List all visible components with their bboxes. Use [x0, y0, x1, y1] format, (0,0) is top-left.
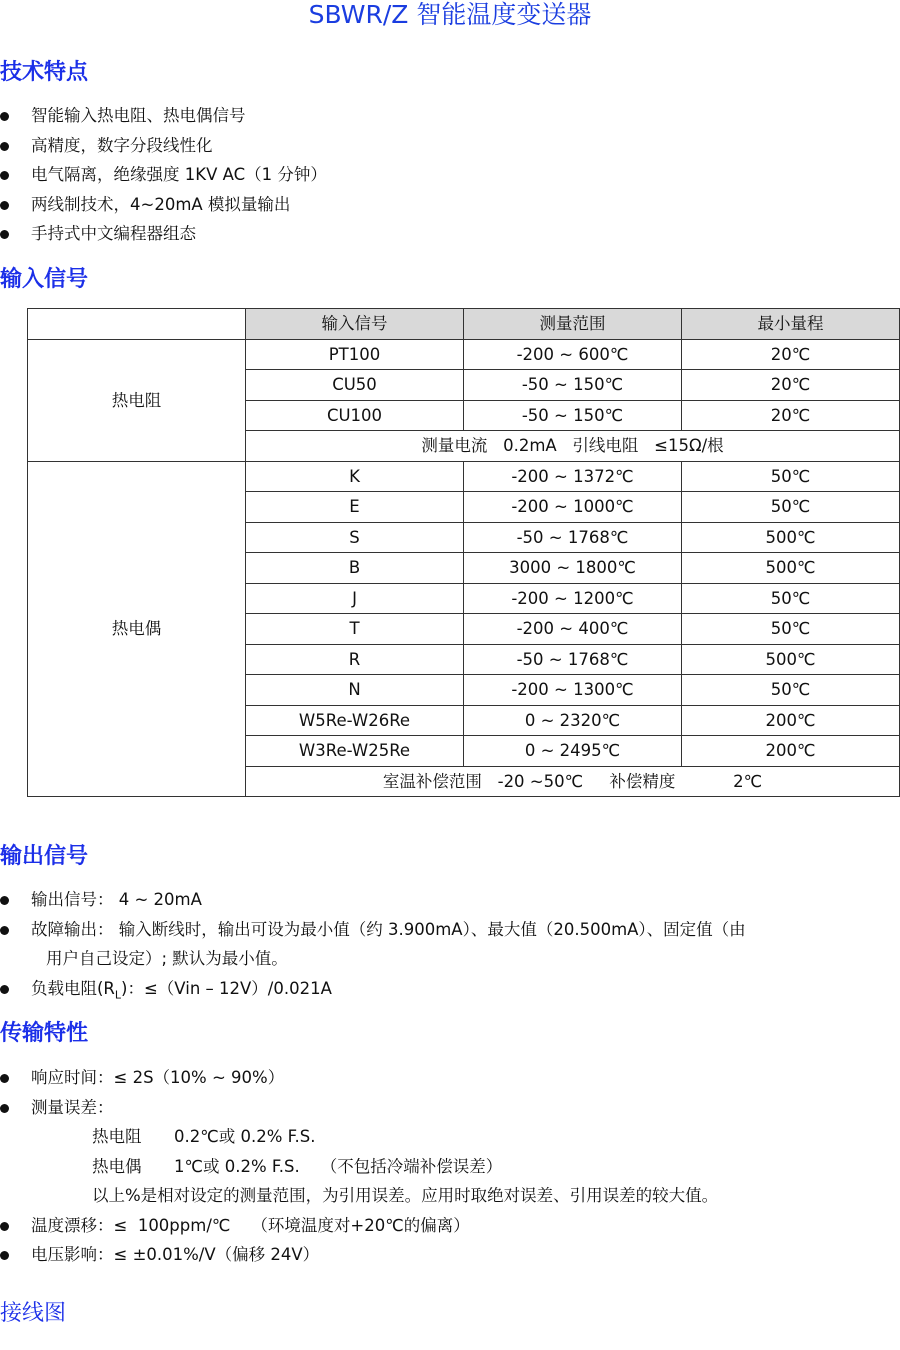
bullet-icon — [0, 171, 9, 180]
table-cell: -200 ~ 1372℃ — [464, 461, 682, 492]
table-row — [28, 339, 900, 370]
feature-item: 智能输入热电阻、热电偶信号 — [31, 106, 246, 125]
feature-item: 电气隔离，绝缘强度 1KV AC（1 分钟） — [31, 165, 327, 184]
table-cell: 500℃ — [682, 522, 900, 553]
feature-item: 手持式中文编程器组态 — [31, 224, 196, 243]
table-cell: -200 ~ 1000℃ — [464, 492, 682, 523]
table-corner-cell — [28, 309, 246, 340]
table-cell: 50℃ — [682, 492, 900, 523]
load-suffix: )：≤（Vin – 12V）/0.021A — [121, 979, 332, 998]
group-label-tc: 热电偶 — [28, 461, 246, 797]
column-header: 测量范围 — [464, 309, 682, 340]
table-cell: -200 ~ 1200℃ — [464, 583, 682, 614]
bullet-icon — [0, 985, 9, 994]
table-cell: 200℃ — [682, 705, 900, 736]
bullet-icon — [0, 926, 9, 935]
bullet-icon — [0, 142, 9, 151]
table-cell: 500℃ — [682, 553, 900, 584]
bullet-icon — [0, 112, 9, 121]
table-cell: 50℃ — [682, 675, 900, 706]
table-cell: 50℃ — [682, 583, 900, 614]
table-cell: R — [246, 644, 464, 675]
column-header: 最小量程 — [682, 309, 900, 340]
table-cell: J — [246, 583, 464, 614]
bullet-icon — [0, 1222, 9, 1231]
feature-item: 高精度，数字分段线性化 — [31, 136, 213, 155]
table-cell: CU100 — [246, 400, 464, 431]
bullet-icon — [0, 1074, 9, 1083]
rtd-error-value: 0.2℃或 0.2% F.S. — [174, 1127, 316, 1146]
bullet-icon — [0, 1251, 9, 1260]
feature-item: 两线制技术，4~20mA 模拟量输出 — [31, 195, 291, 214]
input-signal-table — [27, 308, 900, 797]
features-heading: 技术特点 — [0, 60, 89, 85]
bullet-icon — [0, 896, 9, 905]
rtd-note-cell: 测量电流 0.2mA 引线电阻 ≤15Ω/根 — [246, 431, 900, 462]
bullet-icon — [0, 201, 9, 210]
response-time: 响应时间：≤ 2S（10% ~ 90%） — [31, 1068, 285, 1087]
table-cell: 20℃ — [682, 339, 900, 370]
table-cell: W5Re-W26Re — [246, 705, 464, 736]
column-header: 输入信号 — [246, 309, 464, 340]
table-cell: S — [246, 522, 464, 553]
temperature-drift: 温度漂移：≤ 100ppm/℃ （环境温度对+20℃的偏离） — [31, 1216, 470, 1235]
voltage-influence: 电压影响：≤ ±0.01%/V（偏移 24V） — [31, 1245, 320, 1264]
table-cell: -50 ~ 1768℃ — [464, 522, 682, 553]
table-row — [28, 461, 900, 492]
error-note: 以上%是相对设定的测量范围，为引用误差。应用时取绝对误差、引用误差的较大值。 — [92, 1186, 719, 1205]
table-cell: 50℃ — [682, 461, 900, 492]
load-subscript: L — [114, 988, 122, 1002]
input-heading: 输入信号 — [0, 267, 89, 292]
table-cell: 20℃ — [682, 400, 900, 431]
tc-error-label: 热电偶 — [92, 1157, 142, 1176]
table-cell: 3000 ~ 1800℃ — [464, 553, 682, 584]
fault-output-line1: 故障输出： 输入断线时，输出可设为最小值（约 3.900mA）、最大值（20.500mA）、固定值（由 — [31, 920, 746, 939]
table-cell: 50℃ — [682, 614, 900, 645]
table-header-row — [28, 309, 900, 340]
table-cell: 0 ~ 2320℃ — [464, 705, 682, 736]
table-cell: -200 ~ 1300℃ — [464, 675, 682, 706]
fault-output-line2: 用户自己设定）; 默认为最小值。 — [46, 949, 288, 968]
bullet-icon — [0, 1104, 9, 1113]
table-cell: K — [246, 461, 464, 492]
load-resistance — [31, 977, 332, 1001]
output-signal: 输出信号： 4 ~ 20mA — [31, 890, 202, 909]
table-cell: -50 ~ 150℃ — [464, 370, 682, 401]
transfer-heading: 传输特性 — [0, 1021, 89, 1046]
table-cell: E — [246, 492, 464, 523]
table-cell: CU50 — [246, 370, 464, 401]
load-prefix: 负载电阻(R — [31, 979, 115, 998]
table-cell: PT100 — [246, 339, 464, 370]
tc-error-value: 1℃或 0.2% F.S. （不包括冷端补偿误差） — [174, 1157, 503, 1176]
output-heading: 输出信号 — [0, 844, 89, 869]
table-cell: -200 ~ 400℃ — [464, 614, 682, 645]
table-cell: 200℃ — [682, 736, 900, 767]
table-cell: -50 ~ 1768℃ — [464, 644, 682, 675]
table-cell: 500℃ — [682, 644, 900, 675]
table-cell: -50 ~ 150℃ — [464, 400, 682, 431]
bullet-icon — [0, 230, 9, 239]
error-label: 测量误差： — [31, 1098, 114, 1117]
table-cell: N — [246, 675, 464, 706]
group-label-rtd: 热电阻 — [28, 339, 246, 461]
table-cell: 0 ~ 2495℃ — [464, 736, 682, 767]
table-cell: B — [246, 553, 464, 584]
table-cell: 20℃ — [682, 370, 900, 401]
wiring-heading: 接线图 — [0, 1301, 67, 1326]
table-cell: W3Re-W25Re — [246, 736, 464, 767]
table-cell: T — [246, 614, 464, 645]
page-title: SBWR/Z 智能温度变送器 — [308, 0, 592, 29]
table-cell: -200 ~ 600℃ — [464, 339, 682, 370]
rtd-error-label: 热电阻 — [92, 1127, 142, 1146]
tc-note-cell: 室温补偿范围 -20 ~50℃ 补偿精度 2℃ — [246, 766, 900, 797]
